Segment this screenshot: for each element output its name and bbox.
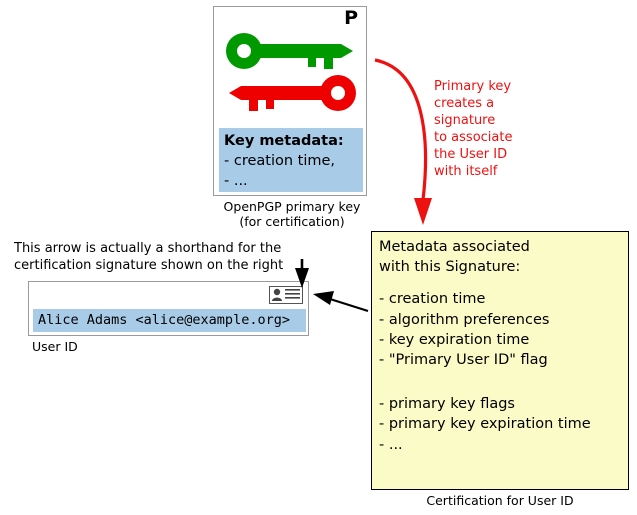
signature-item-3: - key expiration time [379, 331, 530, 348]
signature-item-7: - ... [379, 436, 403, 453]
primary-key-letter: P [344, 7, 358, 29]
signature-spacer-1 [379, 277, 621, 289]
key-metadata-line-2: - ... [224, 173, 248, 189]
user-id-value: Alice Adams <alice@example.org> [33, 309, 306, 332]
two-keys-icon [224, 31, 358, 115]
signature-title-line-2: with this Signature: [379, 259, 521, 276]
shorthand-note-line-1: This arrow is actually a shorthand for the [14, 241, 282, 256]
signature-item-5: - primary key flags [379, 396, 515, 413]
red-annotation-line-5: the User ID [434, 147, 508, 162]
signature-caption: Certification for User ID [426, 493, 574, 508]
signature-item-1: - creation time [379, 291, 486, 308]
primary-key-caption-line-2: (for certification) [239, 214, 345, 229]
black-diagonal-arrow [313, 291, 368, 311]
signature-item-2: - algorithm preferences [379, 311, 550, 328]
primary-key-caption [198, 199, 386, 229]
user-id-caption: User ID [32, 339, 78, 354]
signature-spacer-2 [379, 370, 621, 382]
signature-title-line-1: Metadata associated [379, 239, 530, 255]
red-annotation-text [434, 78, 549, 180]
contact-card-icon [269, 286, 303, 304]
key-metadata-box [219, 128, 363, 192]
key-metadata-line-1: - creation time, [224, 153, 336, 169]
red-annotation-line-1: Primary key [434, 79, 512, 94]
red-annotation-line-3: signature [434, 113, 496, 128]
red-annotation-line-6: with itself [434, 164, 498, 179]
red-annotation-line-2: creates a [434, 96, 495, 111]
certification-signature-box [371, 231, 629, 490]
red-annotation-line-4: to associate [434, 130, 513, 145]
openpgp-primary-key-card [213, 6, 367, 196]
key-metadata-title: Key metadata: [224, 133, 344, 149]
signature-item-4: - "Primary User ID" flag [379, 352, 548, 369]
shorthand-note-line-2: certification signature shown on the right [14, 258, 284, 273]
shorthand-note [14, 240, 314, 274]
signature-item-6: - primary key expiration time [379, 416, 591, 433]
signature-spacer-3 [379, 382, 621, 394]
primary-key-caption-line-1: OpenPGP primary key [223, 199, 361, 214]
user-id-card [28, 281, 309, 336]
